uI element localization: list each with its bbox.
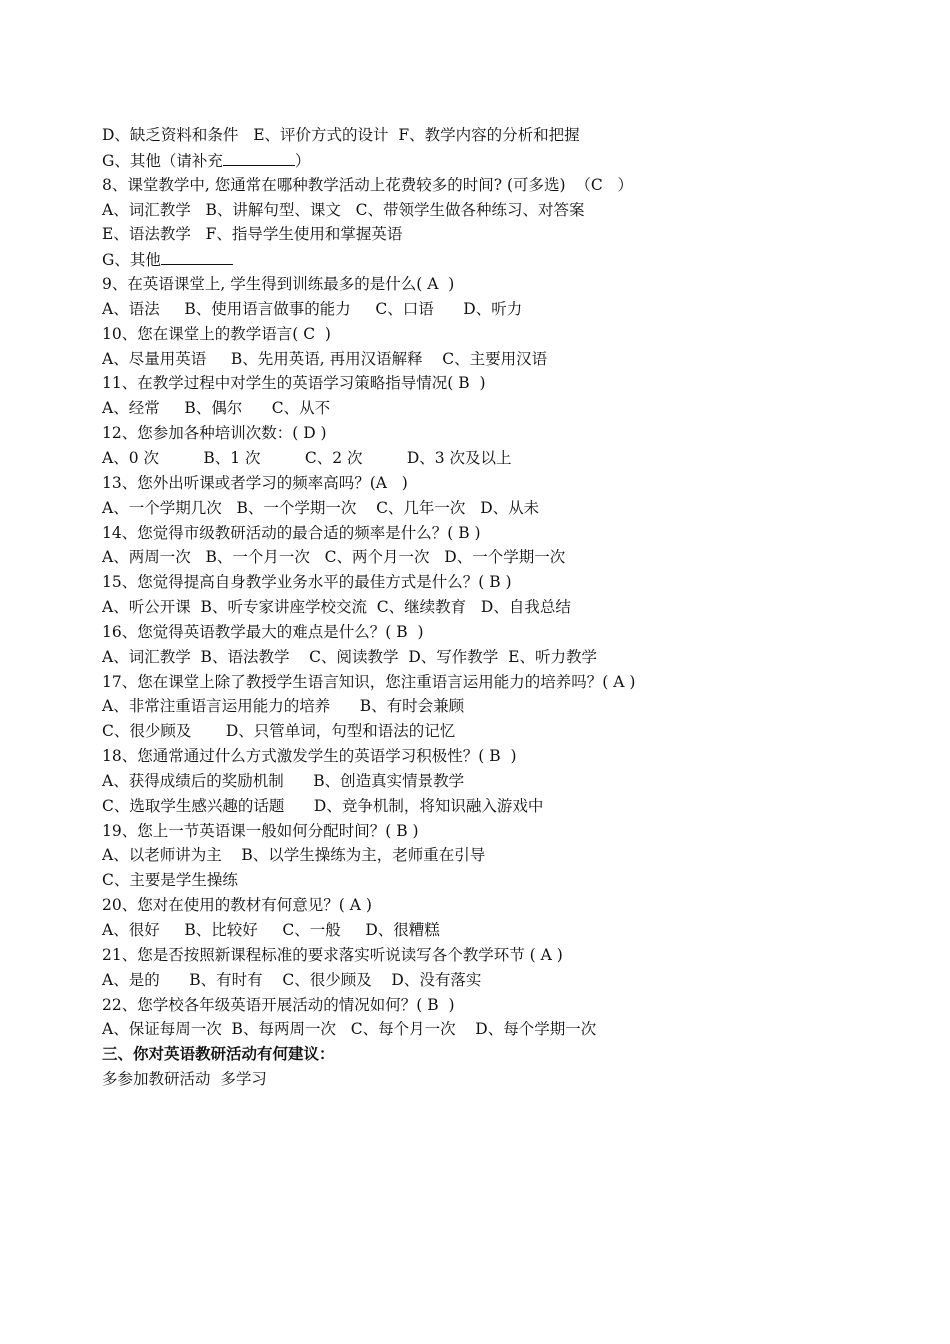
- document-page: [102, 123, 862, 1092]
- option-line: A、很好 B、比较好 C、一般 D、很糟糕: [102, 921, 440, 939]
- option-line: A、获得成绩后的奖励机制 B、创造真实情景教学: [102, 771, 465, 790]
- option-line: A、词汇教学 B、讲解句型、课文 C、带领学生做各种练习、对答案: [102, 200, 585, 219]
- option-line: C、选取学生感兴趣的话题 D、竞争机制，将知识融入游戏中: [102, 796, 544, 815]
- question-15: 15、您觉得提高自身教学业务水平的最佳方式是什么？( B ): [102, 573, 512, 592]
- option-line: A、两周一次 B、一个月一次 C、两个月一次 D、一个学期一次: [102, 548, 566, 567]
- option-line-fill-in: [102, 148, 862, 173]
- option-line: A、听公开课 B、听专家讲座学校交流 C、继续教育 D、自我总结: [102, 598, 571, 617]
- option-line: A、经常 B、偶尔 C、从不: [102, 399, 331, 418]
- question-13: 13、您外出听课或者学习的频率高吗？(A ): [102, 473, 408, 492]
- question-21: 21、您是否按照新课程标准的要求落实听说读写各个教学环节 ( A ): [102, 945, 563, 964]
- question-16: 16、您觉得英语教学最大的难点是什么？( B ): [102, 622, 424, 641]
- question-8: 8、课堂教学中, 您通常在哪种教学活动上花费较多的时间? (可多选) （C ）: [102, 175, 634, 194]
- question-22: 22、您学校各年级英语开展活动的情况如何？( B ): [102, 995, 455, 1014]
- option-line: A、尽量用英语 B、先用英语, 再用汉语解释 C、主要用汉语: [102, 349, 548, 368]
- option-line: A、是的 B、有时有 C、很少顾及 D、没有落实: [102, 970, 482, 989]
- question-11: 11、在教学过程中对学生的英语学习策略指导情况( B ): [102, 374, 486, 393]
- question-18: 18、您通常通过什么方式激发学生的英语学习积极性？( B ): [102, 747, 517, 766]
- option-line: D、缺乏资料和条件 E、评价方式的设计 F、教学内容的分析和把握: [102, 126, 580, 144]
- section-heading: 三、你对英语教研活动有何建议：: [102, 1044, 335, 1064]
- option-line: A、非常注重语言运用能力的培养 B、有时会兼顾: [102, 697, 465, 716]
- option-line: E、语法教学 F、指导学生使用和掌握英语: [102, 225, 403, 244]
- option-text: ）: [294, 151, 311, 170]
- option-line: A、0 次 B、1 次 C、2 次 D、3 次及以上: [102, 448, 512, 467]
- fill-in-blank: [223, 148, 295, 166]
- option-line: C、很少顾及 D、只管单词，句型和语法的记忆: [102, 722, 456, 741]
- option-line-fill-in: [102, 247, 862, 272]
- answer-text: 多参加教研活动 多学习: [102, 1070, 267, 1089]
- question-12: 12、您参加各种培训次数：( D ): [102, 424, 327, 443]
- question-19: 19、您上一节英语课一般如何分配时间？( B ): [102, 821, 419, 840]
- question-17: 17、您在课堂上除了教授学生语言知识，您注重语言运用能力的培养吗？( A ): [102, 672, 636, 691]
- option-text: G、其他: [102, 251, 161, 270]
- option-line: C、主要是学生操练: [102, 871, 238, 890]
- fill-in-blank: [161, 247, 233, 265]
- question-10: 10、您在课堂上的教学语言( C ): [102, 324, 331, 343]
- option-line: A、保证每周一次 B、每两周一次 C、每个月一次 D、每个学期一次: [102, 1020, 597, 1039]
- option-line: A、一个学期几次 B、一个学期一次 C、几年一次 D、从未: [102, 498, 540, 517]
- option-text: G、其他（请补充: [102, 151, 223, 170]
- option-line: A、词汇教学 B、语法教学 C、阅读教学 D、写作教学 E、听力教学: [102, 647, 597, 666]
- question-14: 14、您觉得市级教研活动的最合适的频率是什么？( B ): [102, 523, 481, 542]
- option-line: A、语法 B、使用语言做事的能力 C、口语 D、听力: [102, 299, 523, 318]
- question-9: 9、在英语课堂上, 学生得到训练最多的是什么( A ): [102, 275, 455, 294]
- option-line: A、以老师讲为主 B、以学生操练为主，老师重在引导: [102, 846, 486, 865]
- question-20: 20、您对在使用的教材有何意见？( A ): [102, 896, 372, 915]
